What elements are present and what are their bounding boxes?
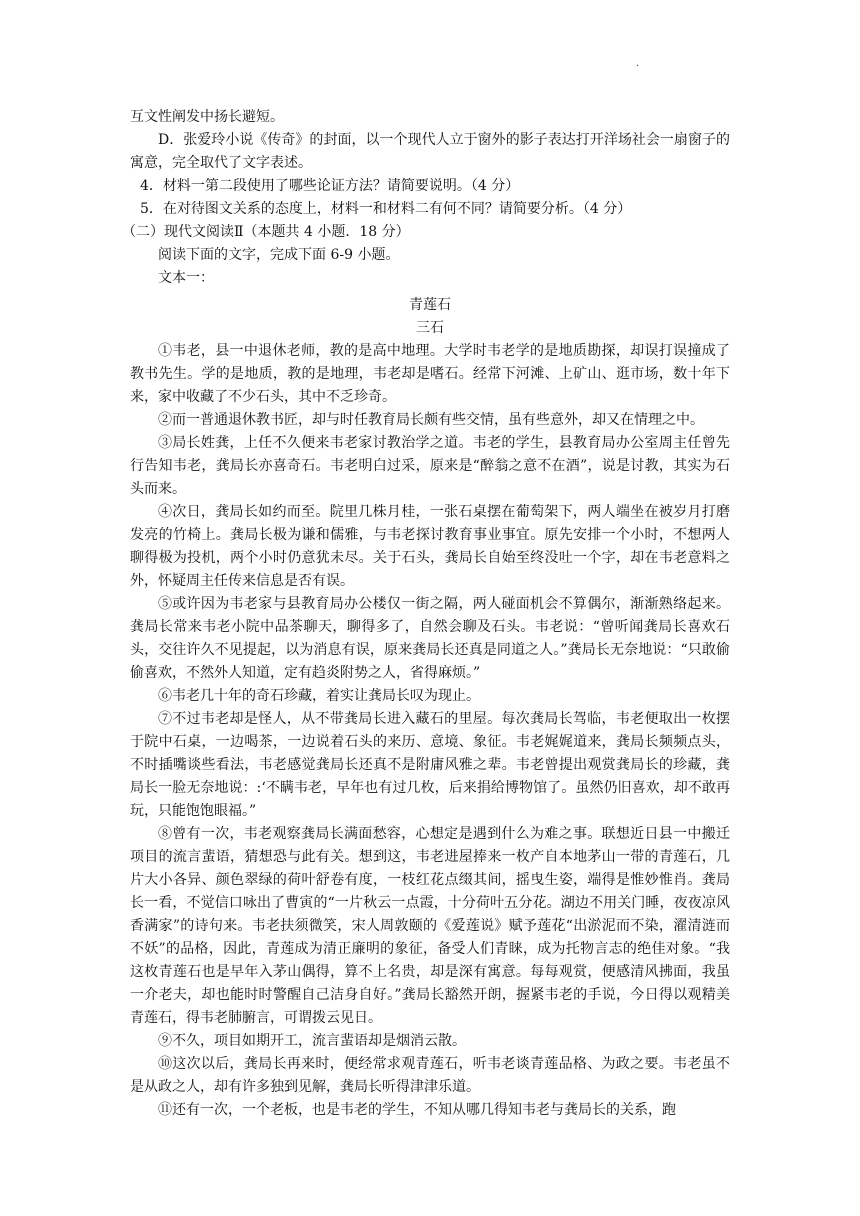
story-title: 青莲石 [409,297,451,313]
section-heading: （二）现代文阅读Ⅱ（本题共 4 小题．18 分） [122,224,410,240]
text-one-label: 文本一： [158,270,214,286]
story-paragraph: ③局长姓龚，上任不久便来韦老家讨教治学之道。韦老的学生，县教育局办公室周主任曾先行告知韦老，龚局长亦喜奇石。韦老明白过采，原来是“醉翁之意不在酒”，说是讨教，其实为石头而来。 [130,435,730,497]
story-paragraph: ⑥韦老几十年的奇石珍藏，着实让龚局长叹为现止。 [158,688,480,704]
instruction: 阅读下面的文字，完成下面 6-9 小题。 [158,247,400,263]
story-paragraph: ⑤或许因为韦老家与县教育局办公楼仅一街之隔，两人碰面机会不算偶尔，渐渐熟络起来。龚局长常来韦老小院中品茶聊天，聊得多了，自然会聊及石头。韦老说：“曾听闻龚局长喜欢石头，交往许久不见提起，以为消息有误，原来龚局长还真是同道之人。”龚局长无奈地说：“只敢偷偷喜欢，不然外人知道，定有趋炎附势之人，省得麻烦。” [130,596,730,681]
story-paragraph: ⑪还有一次，一个老板，也是韦老的学生，不知从哪几得知韦老与龚局长的关系，跑 [158,1102,676,1118]
header-mark: · [636,61,640,72]
story-paragraph: ⑦不过韦老却是怪人，从不带龚局长进入藏石的里屋。每次龚局长驾临，韦老便取出一枚摆于院中石桌，一边喝茶，一边说着石头的来历、意境、象征。韦老娓娓道来，龚局长频频点头，不时插嘴谈些看法，韦老感觉龚局长还真不是附庸风雅之辈。韦老曾提出观赏龚局长的珍藏，龚局长一脸无奈地说：:‘不瞒韦老，早年也有过几枚，后来捐给博物馆了。虽然仍旧喜欢，却不敢再玩，只能饱饱眼福。” [130,711,730,819]
story-author: 三石 [416,320,444,336]
story-paragraph: ⑩这次以后，龚局长再来时，便经常求观青莲石，听韦老谈青莲品格、为政之要。韦老虽不是从政之人，却有许多独到见解，龚局长听得津津乐道。 [130,1056,730,1095]
story-paragraph: ⑧曾有一次，韦老观察龚局长满面愁容，心想定是遇到什么为难之事。联想近日县一中搬迁项目的流言蜚语，猜想恐与此有关。想到这，韦老进屋捧来一枚产自本地茅山一带的青莲石，几片大小各异、颜色翠绿的荷叶舒卷有度，一枝红花点缀其间，摇曳生姿，端得是惟妙惟肖。龚局长一看，不觉信口咏出了曹寅的“一片秋云一点霞，十分荷叶五分花。湖边不用关门睡，夜夜凉风香满家”的诗句来。韦老扶须微笑，宋人周敦颐的《爱莲说》赋予莲花“出淤泥而不染，濯清涟而不妖”的品格，因此，青莲成为清正廉明的象征，备受人们青睐，成为托物言志的绝佳对象。“我这枚青莲石也是早年入茅山偶得，算不上名贵，却是深有寓意。每每观赏，便感清风拂面，我虽一介老夫，却也能时时警醒自己洁身自好。”龚局长豁然开朗，握紧韦老的手说，今日得以观精美青莲石，得韦老肺腑言，可谓拨云见日。 [130,826,730,1026]
document-body [122,106,730,1122]
option-d: D．张爱玲小说《传奇》的封面，以一个现代人立于窗外的影子表达打开洋场社会一扇窗子的寓意，完全取代了文字表述。 [130,132,730,171]
story-paragraph: ④次日，龚局长如约而至。院里几株月桂，一张石桌摆在葡萄架下，两人端坐在被岁月打磨发亮的竹椅上。龚局长极为谦和儒雅，与韦老探讨教育事业事宜。原先安排一个小时，不想两人聊得极为投机，两个小时仍意犹未尽。关于石头，龚局长自始至终没吐一个字，却在韦老意料之外，怀疑周主任传来信息是否有误。 [130,504,730,589]
story-paragraph: ②而一普通退休教书匠，却与时任教育局长颇有些交情，虽有些意外，却又在情理之中。 [158,412,704,428]
question-5: 5．在对待图文关系的态度上，材料一和材料二有何不同？请简要分析。（4 分） [140,201,632,217]
story-paragraph: ⑨不久，项目如期开工，流言蜚语却是烟消云散。 [158,1033,466,1049]
story-paragraph: ①韦老，县一中退休老师，教的是高中地理。大学时韦老学的是地质勘探，却误打误撞成了教书先生。学的是地质，教的是地理，韦老却是嗜石。经常下河滩、上矿山、逛市场，数十年下来，家中收藏了不少石头，其中不乏珍奇。 [130,343,730,405]
question-4: 4．材料一第二段使用了哪些论证方法？请简要说明。（4 分） [140,178,520,194]
continuation-line: 互文性阐发中扬长避短。 [130,109,284,125]
